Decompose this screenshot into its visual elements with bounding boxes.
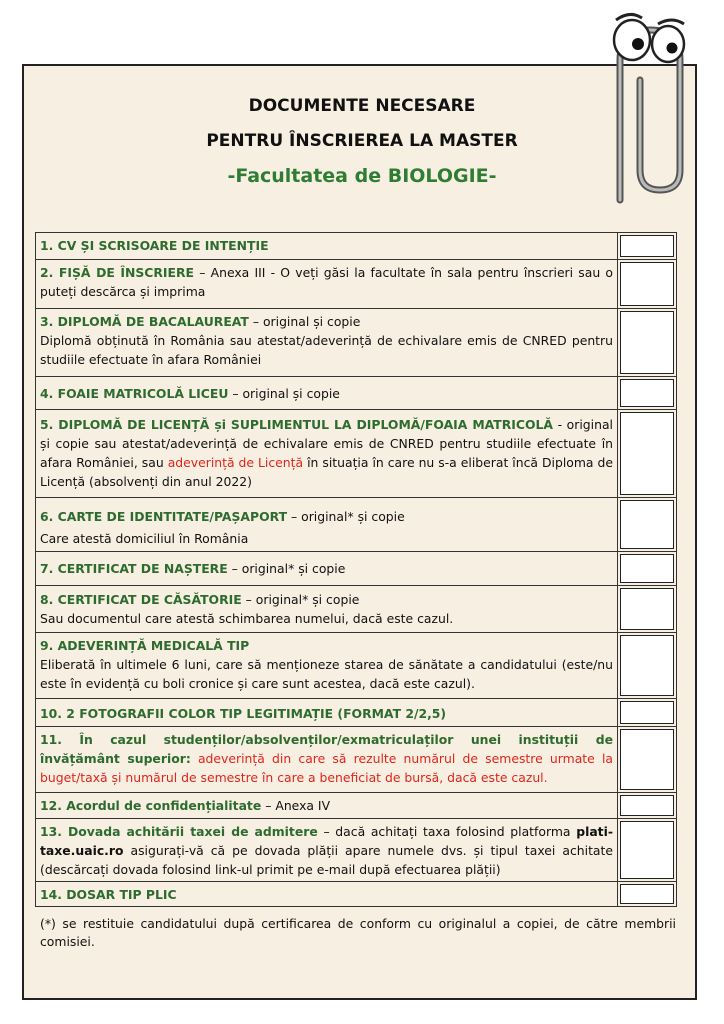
item-detail: Care atestă domiciliul în România [40,531,249,546]
checkbox[interactable] [620,235,674,257]
checkbox[interactable] [620,379,674,407]
item-heading: 11. În cazul studenților/absolvenților/exmatriculaților unei instituții de învățământ superior: [40,732,613,766]
checkbox[interactable] [620,729,674,790]
item-heading: 5. DIPLOMĂ DE LICENȚĂ și SUPLIMENTUL LA DIPLOMĂ/FOAIA MATRICOLĂ [40,417,554,432]
item-detail: Diplomă obținută în România sau atestat/adeverință de echivalare emis de CNRED pentru studiile efectuate în afara României [40,333,613,367]
item-heading: 8. CERTIFICAT DE CĂSĂTORIE [40,592,242,607]
item-text-continued: în situația în care nu s-a eliberat încă Diploma de Licență (absolvenți din anul 2022) [40,455,613,489]
item-text: – original și copie [248,314,361,329]
doc-title-line2: PENTRU ÎNSCRIEREA LA MASTER [206,131,518,151]
payment-platform-link[interactable]: plati-taxe.uaic.ro [40,824,613,858]
item-text: – original* și copie [287,509,405,524]
list-item [35,792,677,818]
item-text: – original* și copie [227,561,346,576]
item-heading: 12. Acordul de confidențialitate [40,798,262,813]
item-heading: 7. CERTIFICAT DE NAȘTERE [40,561,228,576]
checkbox[interactable] [620,795,674,816]
list-item [35,726,677,792]
checkbox[interactable] [620,262,674,306]
checkbox[interactable] [620,554,674,583]
doc-title-faculty: -Facultatea de BIOLOGIE- [227,165,497,187]
item-heading: 14. DOSAR TIP PLIC [40,887,177,902]
item-text: – original și copie [228,386,340,401]
item-highlight: adeverință de Licență [167,455,304,470]
checkbox[interactable] [620,412,674,495]
item-text-continued: asigurați-vă că pe dovada plății apare numele dvs. și tipul taxei achitate (descărcați dovada folosind link-ul primit pe e-mail după efectuarea plății) [40,843,613,877]
item-text: – original* și copie [241,592,360,607]
list-item [35,698,677,726]
list-item [35,409,677,497]
item-detail: Eliberată în ultimele 6 luni, care să menționeze starea de sănătate a candidatului (este/nu este în evidență cu boli cronice și care sunt acestea, dacă este cazul). [40,657,613,691]
doc-title-line1: DOCUMENTE NECESARE [248,96,476,116]
list-item [35,585,677,632]
list-item [35,308,677,376]
item-text: - original și copie sau atestat/adeverință de echivalare emis de CNRED pentru studiile efectuate în afara României, sau [40,417,613,470]
item-text: – dacă achitați taxa folosind platforma [317,824,577,839]
checkbox[interactable] [620,884,674,904]
checkbox[interactable] [620,701,674,724]
item-heading: 2. FIȘĂ DE ÎNSCRIERE [40,265,195,280]
checkbox[interactable] [620,635,674,696]
item-text: – Anexa IV [261,798,331,813]
item-heading: 13. Dovada achitării taxei de admitere [40,824,318,839]
list-item [35,259,677,308]
item-heading: 4. FOAIE MATRICOLĂ LICEU [40,386,229,401]
list-item [35,818,677,881]
list-item [35,376,677,409]
checkbox[interactable] [620,821,674,879]
checkbox[interactable] [620,500,674,549]
item-heading: 1. CV ȘI SCRISOARE DE INTENȚIE [40,238,269,253]
item-highlight: adeverință din care să rezulte numărul de semestre urmate la buget/taxă și numărul de semestre în care a beneficiat de bursă, dacă este cazul. [40,751,613,785]
list-item [35,551,677,585]
item-heading: 10. 2 FOTOGRAFII COLOR TIP LEGITIMAȚIE (FORMAT 2/2,5) [40,706,447,721]
checkbox[interactable] [620,311,674,374]
item-detail: Sau documentul care atestă schimbarea numelui, dacă este cazul. [40,611,454,626]
checkbox[interactable] [620,588,674,630]
list-item [35,632,677,698]
item-heading: 6. CARTE DE IDENTITATE/PAȘAPORT [40,509,288,524]
item-heading: 9. ADEVERINȚĂ MEDICALĂ TIP [40,638,250,653]
list-item [35,232,677,259]
footnote: (*) se restituie candidatului după certificarea de conform cu originalul a copiei, de către membrii comisiei. [40,916,676,949]
list-item [35,881,677,907]
requirements-table [35,232,677,907]
item-text: – Anexa III - O veți găsi la facultate în sala pentru înscrieri sau o puteți descărca și imprima [40,265,613,299]
item-heading: 3. DIPLOMĂ DE BACALAUREAT [40,314,249,329]
list-item [35,497,677,551]
